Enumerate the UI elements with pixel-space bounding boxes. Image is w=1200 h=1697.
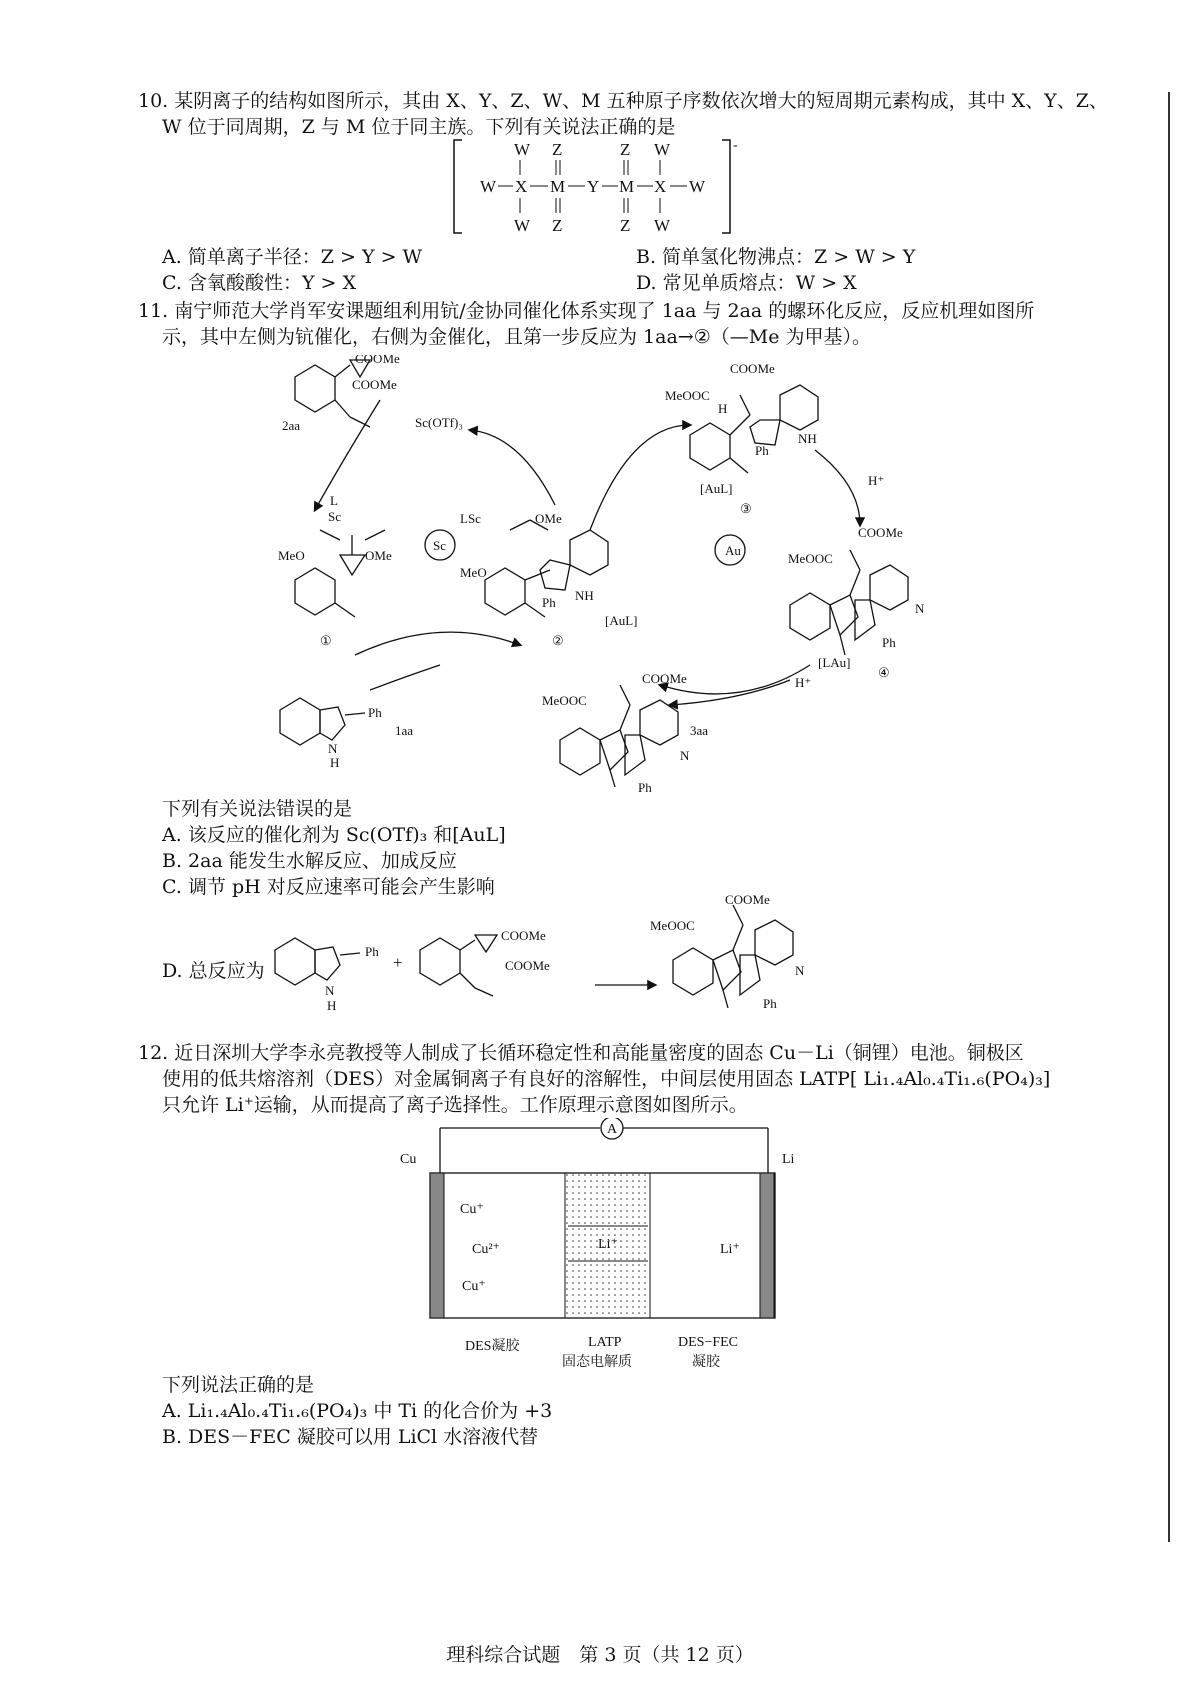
label-sc-otf3: Sc(OTf)₃ (415, 415, 463, 430)
q10-line1: 10. 某阴离子的结构如图所示，其由 X、Y、Z、W、M 五种原子序数依次增大的短周期元素构成，其中 X、Y、Z、 (138, 90, 1108, 112)
label-coome: COOMe (352, 377, 397, 392)
label-meooc: MeOOC (650, 918, 695, 933)
label-ph: Ph (763, 996, 777, 1011)
q10-option-c: C. 含氧酸酸性：Y > X (162, 272, 357, 294)
label-sc: Sc (328, 509, 341, 524)
q10-line2: W 位于同周期，Z 与 M 位于同主族。下列有关说法正确的是 (162, 116, 676, 138)
label-h-plus: H⁺ (868, 473, 885, 488)
label-solid-electrolyte: 固态电解质 (562, 1355, 632, 1370)
label-h: H (327, 998, 337, 1013)
label-coome: COOMe (642, 671, 687, 686)
label-n1: ① (320, 633, 332, 648)
q12-line2: 使用的低共熔溶剂（DES）对金属铜离子有良好的溶解性，中间层使用固态 LATP[ Li₁.₄Al₀.₄Ti₁.₆(PO₄)₃] (162, 1068, 1051, 1090)
q12-line3: 只允许 Li⁺运输，从而提高了离子选择性。工作原理示意图如图所示。 (162, 1094, 748, 1116)
label-3aa: 3aa (690, 723, 709, 738)
ion-cu-plus: Cu⁺ (460, 1202, 484, 1217)
label-ome: OMe (365, 548, 392, 563)
label-n: N (915, 601, 925, 616)
q12-line1: 12. 近日深圳大学李永亮教授等人制成了长循环稳定性和高能量密度的固态 Cu－Li（铜锂）电池。铜极区 (138, 1042, 1024, 1064)
ammeter-label: A (607, 1122, 618, 1137)
margin-rule (1168, 92, 1170, 1542)
label-ph: Ph (755, 443, 769, 458)
label-ph: Ph (365, 944, 379, 959)
label-des-gel: DES凝胶 (465, 1339, 520, 1354)
label-meooc: MeOOC (665, 388, 710, 403)
label-h: H (718, 401, 728, 416)
atom-w: W (480, 177, 497, 196)
page-footer: 理科综合试题 第 3 页（共 12 页） (446, 1644, 754, 1666)
q11-overall-reaction (265, 890, 865, 1030)
label-meo: MeO (278, 548, 305, 563)
q12-battery-diagram (390, 1118, 830, 1378)
label-h: H (330, 755, 340, 770)
atom-m: M (550, 177, 566, 196)
label-lsc: LSc (460, 511, 481, 526)
label-meo: MeO (460, 565, 487, 580)
label-2aa: 2aa (282, 418, 301, 433)
label-aul: [AuL] (605, 613, 638, 628)
q10-option-a: A. 简单离子半径：Z > Y > W (162, 246, 423, 268)
atom-x: X (515, 177, 528, 196)
label-coome: COOMe (730, 361, 775, 376)
label-coome: COOMe (858, 525, 903, 540)
q12-option-a: A. Li₁.₄Al₀.₄Ti₁.₆(PO₄)₃ 中 Ti 的化合价为 +3 (162, 1400, 553, 1422)
label-ph: Ph (882, 635, 896, 650)
label-coome: COOMe (505, 958, 550, 973)
atom-z: Z (552, 216, 563, 235)
ion-cu2-plus: Cu²⁺ (472, 1242, 500, 1257)
q11-option-c: C. 调节 pH 对反应速率可能会产生影响 (162, 876, 495, 898)
label-coome: COOMe (725, 892, 770, 907)
q12-option-b: B. DES－FEC 凝胶可以用 LiCl 水溶液代替 (162, 1426, 539, 1448)
q10-option-d: D. 常见单质熔点：W > X (636, 272, 857, 294)
label-ph: Ph (638, 780, 652, 795)
label-n4: ④ (878, 665, 890, 680)
label-l: L (330, 493, 338, 508)
label-nh: NH (575, 588, 594, 603)
label-h-plus: H⁺ (795, 675, 812, 690)
label-au-cycle: Au (725, 543, 741, 558)
atom-w: W (654, 140, 671, 159)
label-coome: COOMe (501, 928, 546, 943)
label-latp: LATP (588, 1335, 622, 1350)
atom-w: W (689, 177, 706, 196)
label-meooc: MeOOC (788, 551, 833, 566)
ion-li-plus: Li⁺ (720, 1242, 740, 1257)
atom-x: X (654, 177, 667, 196)
q11-mechanism-diagram (270, 355, 1030, 800)
label-coome: COOMe (355, 355, 400, 366)
label-n: N (795, 963, 805, 978)
atom-z: Z (620, 216, 631, 235)
atom-z: Z (620, 140, 631, 159)
label-nh: NH (798, 431, 817, 446)
atom-w: W (654, 216, 671, 235)
q11-line1: 11. 南宁师范大学肖军安课题组利用钪/金协同催化体系实现了 1aa 与 2aa 的螺环化反应，反应机理如图所 (138, 300, 1035, 322)
label-n2: ② (552, 633, 564, 648)
electrode-li-label: Li (782, 1152, 795, 1167)
q11-line2: 示，其中左侧为钪催化，右侧为金催化，且第一步反应为 1aa→②（—Me 为甲基）。 (162, 326, 871, 348)
svg-text:+: + (393, 953, 403, 972)
label-n3: ③ (740, 501, 752, 516)
atom-w: W (514, 216, 531, 235)
q10-option-b: B. 简单氢化物沸点：Z > W > Y (636, 246, 916, 268)
atom-y: Y (587, 177, 600, 196)
label-gel: 凝胶 (692, 1355, 720, 1370)
label-des-fec: DES−FEC (678, 1335, 739, 1350)
label-meooc: MeOOC (542, 693, 587, 708)
label-aul-3: [AuL] (700, 481, 733, 496)
charge: - (733, 138, 738, 153)
ion-li-plus: Li⁺ (598, 1237, 618, 1252)
q11-option-d: D. 总反应为 (162, 960, 265, 982)
label-n: N (325, 983, 335, 998)
label-ph: Ph (542, 595, 556, 610)
electrode-cu-label: Cu (400, 1152, 417, 1167)
atom-z: Z (552, 140, 563, 159)
label-n: N (328, 741, 338, 756)
atom-w: W (514, 140, 531, 159)
q10-anion-structure (440, 135, 770, 240)
label-sc-cycle: Sc (433, 538, 446, 553)
q11-option-a: A. 该反应的催化剂为 Sc(OTf)₃ 和[AuL] (162, 824, 506, 846)
label-lau: [LAu] (818, 655, 851, 670)
ion-cu-plus: Cu⁺ (462, 1279, 486, 1294)
label-ome: OMe (535, 511, 562, 526)
q11-option-b: B. 2aa 能发生水解反应、加成反应 (162, 850, 457, 872)
label-1aa: 1aa (395, 723, 414, 738)
atom-m: M (619, 177, 635, 196)
q12-stem: 下列说法正确的是 (162, 1374, 315, 1396)
q11-stem: 下列有关说法错误的是 (162, 798, 353, 820)
label-n: N (680, 748, 690, 763)
label-ph: Ph (368, 705, 382, 720)
